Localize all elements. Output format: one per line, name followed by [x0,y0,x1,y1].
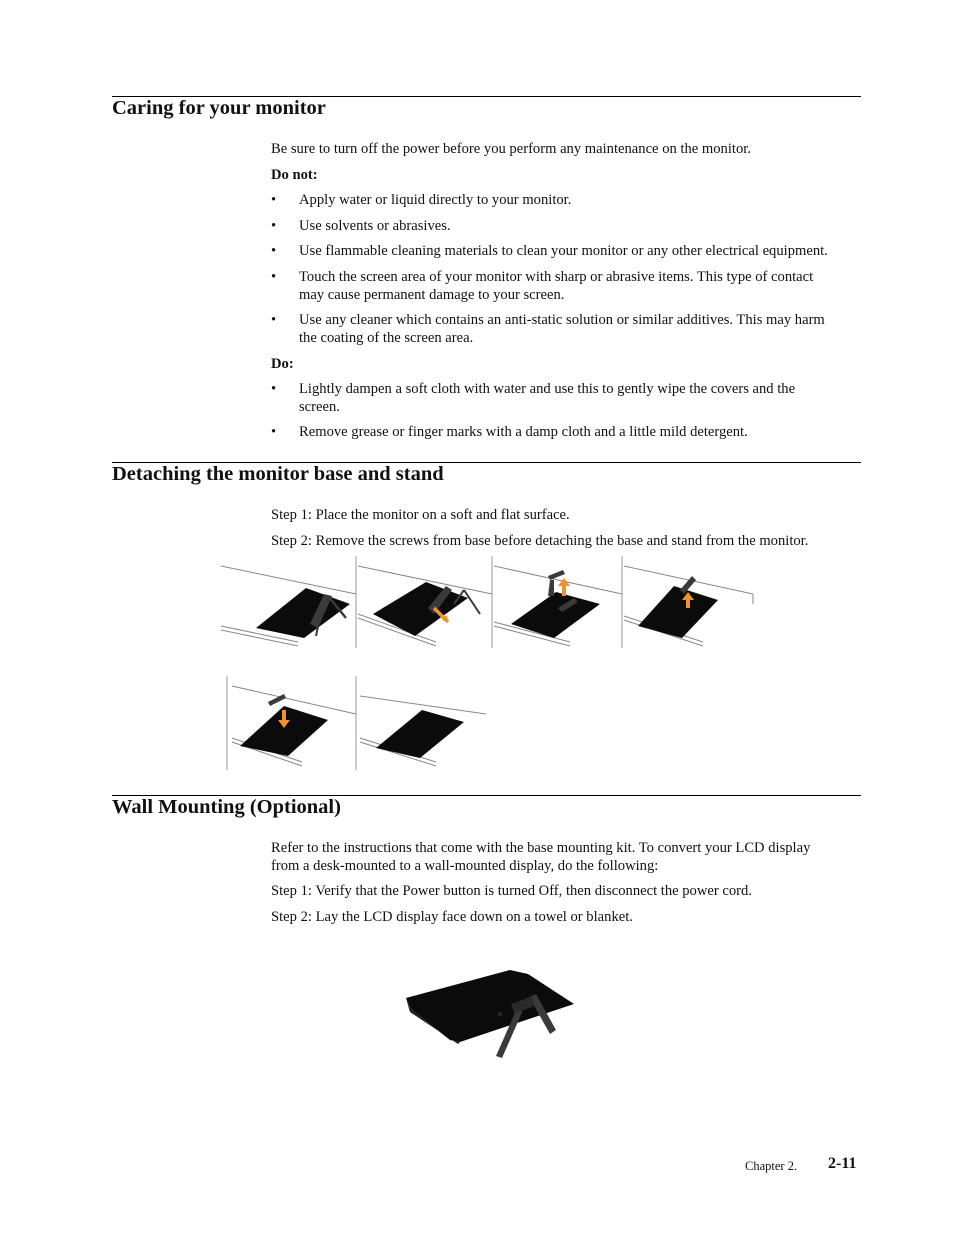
list-item-text-cont: the coating of the screen area. [299,330,474,346]
list-item-text: Use flammable cleaning materials to clean your monitor or any other electrical equipment. [299,243,828,259]
detach-illustration-6 [360,696,486,766]
wall-intro-line-2: from a desk-mounted to a wall-mounted display, do the following: [271,858,659,874]
wall-intro-line-1: Refer to the instructions that come with the base mounting kit. To convert your LCD display [271,840,811,856]
section-title-wall: Wall Mounting (Optional) [112,796,341,818]
list-item-text-cont: may cause permanent damage to your screen. [299,287,565,303]
list-item-text: Apply water or liquid directly to your monitor. [299,192,572,208]
monitor-face-down-illustration [400,964,580,1060]
detach-step-1: Step 1: Place the monitor on a soft and flat surface. [271,507,570,523]
footer-chapter: Chapter 2. [745,1159,798,1173]
caring-intro: Be sure to turn off the power before you perform any maintenance on the monitor. [271,141,751,157]
detach-illustrations-row-2 [224,676,490,774]
detach-illustration-1 [221,556,356,648]
bullet-glyph: • [271,269,277,285]
bullet-glyph: • [271,381,277,397]
bullet-glyph: • [271,312,277,328]
wall-step-2: Step 2: Lay the LCD display face down on a towel or blanket. [271,909,633,925]
detach-illustration-2 [358,556,492,648]
bullet-glyph: • [271,243,277,259]
list-item-text: Use solvents or abrasives. [299,218,451,234]
do-not-label: Do not: [271,167,318,183]
detach-illustration-3 [494,556,622,648]
wall-step-1: Step 1: Verify that the Power button is turned Off, then disconnect the power cord. [271,883,752,899]
bullet-glyph: • [271,424,277,440]
detach-step-2: Step 2: Remove the screws from base before detaching the base and stand from the monitor. [271,533,809,549]
section-title-caring: Caring for your monitor [112,97,326,119]
page-number: 2-11 [828,1155,857,1172]
list-item-text: Use any cleaner which contains an anti-static solution or similar additives. This may harm [299,312,825,328]
bullet-glyph: • [271,192,277,208]
do-label: Do: [271,356,294,372]
detach-illustrations-row-1 [218,556,758,652]
list-item-text: Touch the screen area of your monitor with sharp or abrasive items. This type of contact [299,269,814,285]
detach-illustration-5 [227,676,356,770]
list-item-text: Remove grease or finger marks with a damp cloth and a little mild detergent. [299,424,748,440]
list-item-text: Lightly dampen a soft cloth with water and use this to gently wipe the covers and the [299,381,796,397]
detach-illustration-4 [624,566,753,646]
list-item-text-cont: screen. [299,399,340,415]
bullet-glyph: • [271,218,277,234]
section-title-detaching: Detaching the monitor base and stand [112,463,444,485]
